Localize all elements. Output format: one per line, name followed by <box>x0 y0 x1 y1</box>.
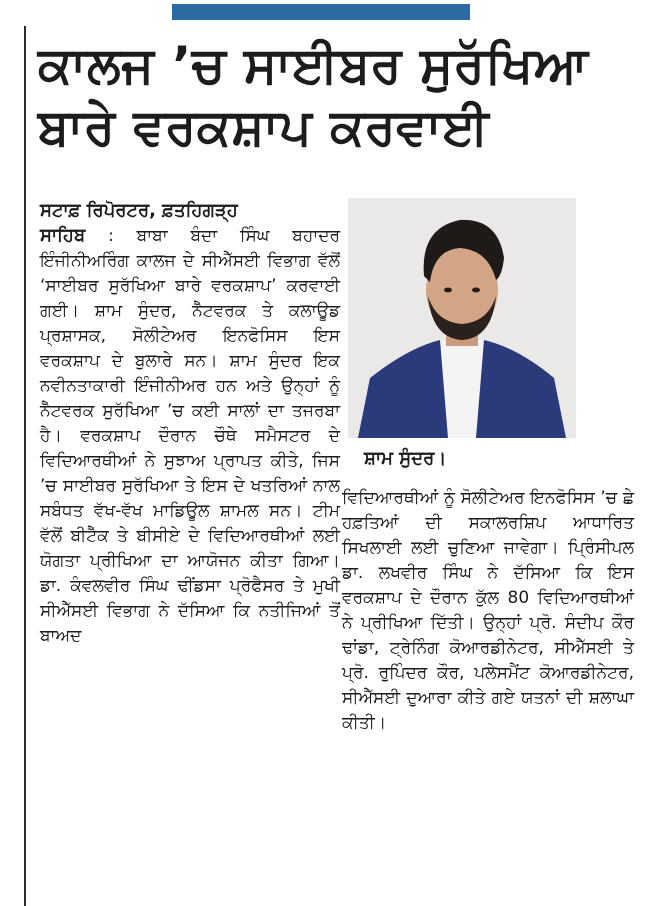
column-rule <box>24 26 26 906</box>
headline <box>38 34 648 158</box>
article-text-right: ਵਿਦਿਆਰਥੀਆਂ ਨੂੰ ਸੋਲੀਟੇਅਰ ਇਨਫੋਸਿਸ ’ਚ ਛੇ ਹਫ਼ਤਿਆਂ ਦੀ ਸਕਾਲਰਸ਼ਿਪ ਆਧਾਰਿਤ ਸਿਖਲਾਈ ਲਈ ਚੁਣਿਆ ਜਾਵੇਗਾ। ਪ੍ਰਿੰਸੀਪਲ ਡਾ. ਲਖਵੀਰ ਸਿੰਘ ਨੇ ਦੱਸਿਆ ਕਿ ਇਸ ਵਰਕਸ਼ਾਪ ਦੇ ਦੌਰਾਨ ਕੁੱਲ 80 ਵਿਦਿਆਰਥੀਆਂ ਨੇ ਪ੍ਰੀਖਿਆ ਦਿੱਤੀ। ਉਨ੍ਹਾਂ ਪ੍ਰੋ. ਸੰਦੀਪ ਕੌਰ ਢਾਂਡਾ, ਟ੍ਰੇਨਿੰਗ ਕੋਆਰਡੀਨੇਟਰ, ਸੀਐੱਸਈ ਤੇ ਪ੍ਰੋ. ਰੁਪਿੰਦਰ ਕੌਰ, ਪਲੇਸਮੈਂਟ ਕੋਆਰਡੀਨੇਟਰ, ਸੀਐੱਸਈ ਦੁਆਰਾ ਕੀਤੇ ਗਏ ਯਤਨਾਂ ਦੀ ਸ਼ਲਾਘਾ ਕੀਤੀ। <box>342 488 634 733</box>
masthead-accent-bar <box>172 4 470 20</box>
portrait-illustration <box>348 198 576 438</box>
headline-line-1: ਕਾਲਜ ’ਚ ਸਾਈਬਰ ਸੁਰੱਖਿਆ <box>38 36 589 94</box>
article-column-left <box>40 198 340 649</box>
headline-line-2: ਬਾਰੇ ਵਰਕਸ਼ਾਪ ਕਰਵਾਈ <box>38 98 490 156</box>
article-column-right <box>342 486 634 736</box>
article-text-left: : ਬਾਬਾ ਬੰਦਾ ਸਿੰਘ ਬਹਾਦਰ ਇੰਜੀਨੀਅਰਿੰਗ ਕਾਲਜ ਦੇ ਸੀਐੱਸਈ ਵਿਭਾਗ ਵੱਲੋਂ ‘ਸਾਈਬਰ ਸੁਰੱਖਿਆ ਬਾਰੇ ਵਰਕਸ਼ਾਪ’ ਕਰਵਾਈ ਗਈ। ਸ਼ਾਮ ਸੁੰਦਰ, ਨੈੱਟਵਰਕ ਤੇ ਕਲਾਊਡ ਪ੍ਰਸ਼ਾਸਕ, ਸੋਲੀਟੇਅਰ ਇਨਫੋਸਿਸ ਇਸ ਵਰਕਸ਼ਾਪ ਦੇ ਬੁਲਾਰੇ ਸਨ। ਸ਼ਾਮ ਸੁੰਦਰ ਇਕ ਨਵੀਨਤਾਕਾਰੀ ਇੰਜੀਨੀਅਰ ਹਨ ਅਤੇ ਉਨ੍ਹਾਂ ਨੂੰ ਨੈੱਟਵਰਕ ਸੁਰੱਖਿਆ ’ਚ ਕਈ ਸਾਲਾਂ ਦਾ ਤਜਰਬਾ ਹੈ। ਵਰਕਸ਼ਾਪ ਦੌਰਾਨ ਚੌਥੇ ਸਮੈਸਟਰ ਦੇ ਵਿਦਿਆਰਥੀਆਂ ਨੇ ਸੁਝਾਅ ਪ੍ਰਾਪਤ ਕੀਤੇ, ਜਿਸ ’ਚ ਸਾਈਬਰ ਸੁਰੱਖਿਆ ਤੇ ਇਸ ਦੇ ਖਤਰਿਆਂ ਨਾਲ ਸਬੰਧਤ ਵੱਖ-ਵੱਖ ਮਾਡਿਊਲ ਸ਼ਾਮਲ ਸਨ। ਟੀਮ ਵੱਲੋਂ ਬੀਟੈੱਕ ਤੇ ਬੀਸੀਏ ਦੇ ਵਿਦਿਆਰਥੀਆਂ ਲਈ ਯੋਗਤਾ ਪ੍ਰੀਖਿਆ ਦਾ ਆਯੋਜਨ ਕੀਤਾ ਗਿਆ। ਡਾ. ਕੰਵਲਵੀਰ ਸਿੰਘ ਢੀਂਡਸਾ ਪ੍ਰੋਫੈਸਰ ਤੇ ਮੁਖੀ ਸੀਐੱਸਈ ਵਿਭਾਗ ਨੇ ਦੱਸਿਆ ਕਿ ਨਤੀਜਿਆਂ ਤੋਂ ਬਾਅਦ <box>40 226 341 646</box>
portrait-photo <box>348 198 576 438</box>
article-body-left <box>40 223 340 649</box>
photo-caption: ਸ਼ਾਮ ਸੁੰਦਰ। <box>364 448 447 469</box>
byline-location: ਸਾਹਿਬ <box>40 225 86 246</box>
byline: ਸਟਾਫ਼ ਰਿਪੋਰਟਰ, ਫ਼ਤਹਿਗੜ੍ਹ <box>40 200 238 221</box>
